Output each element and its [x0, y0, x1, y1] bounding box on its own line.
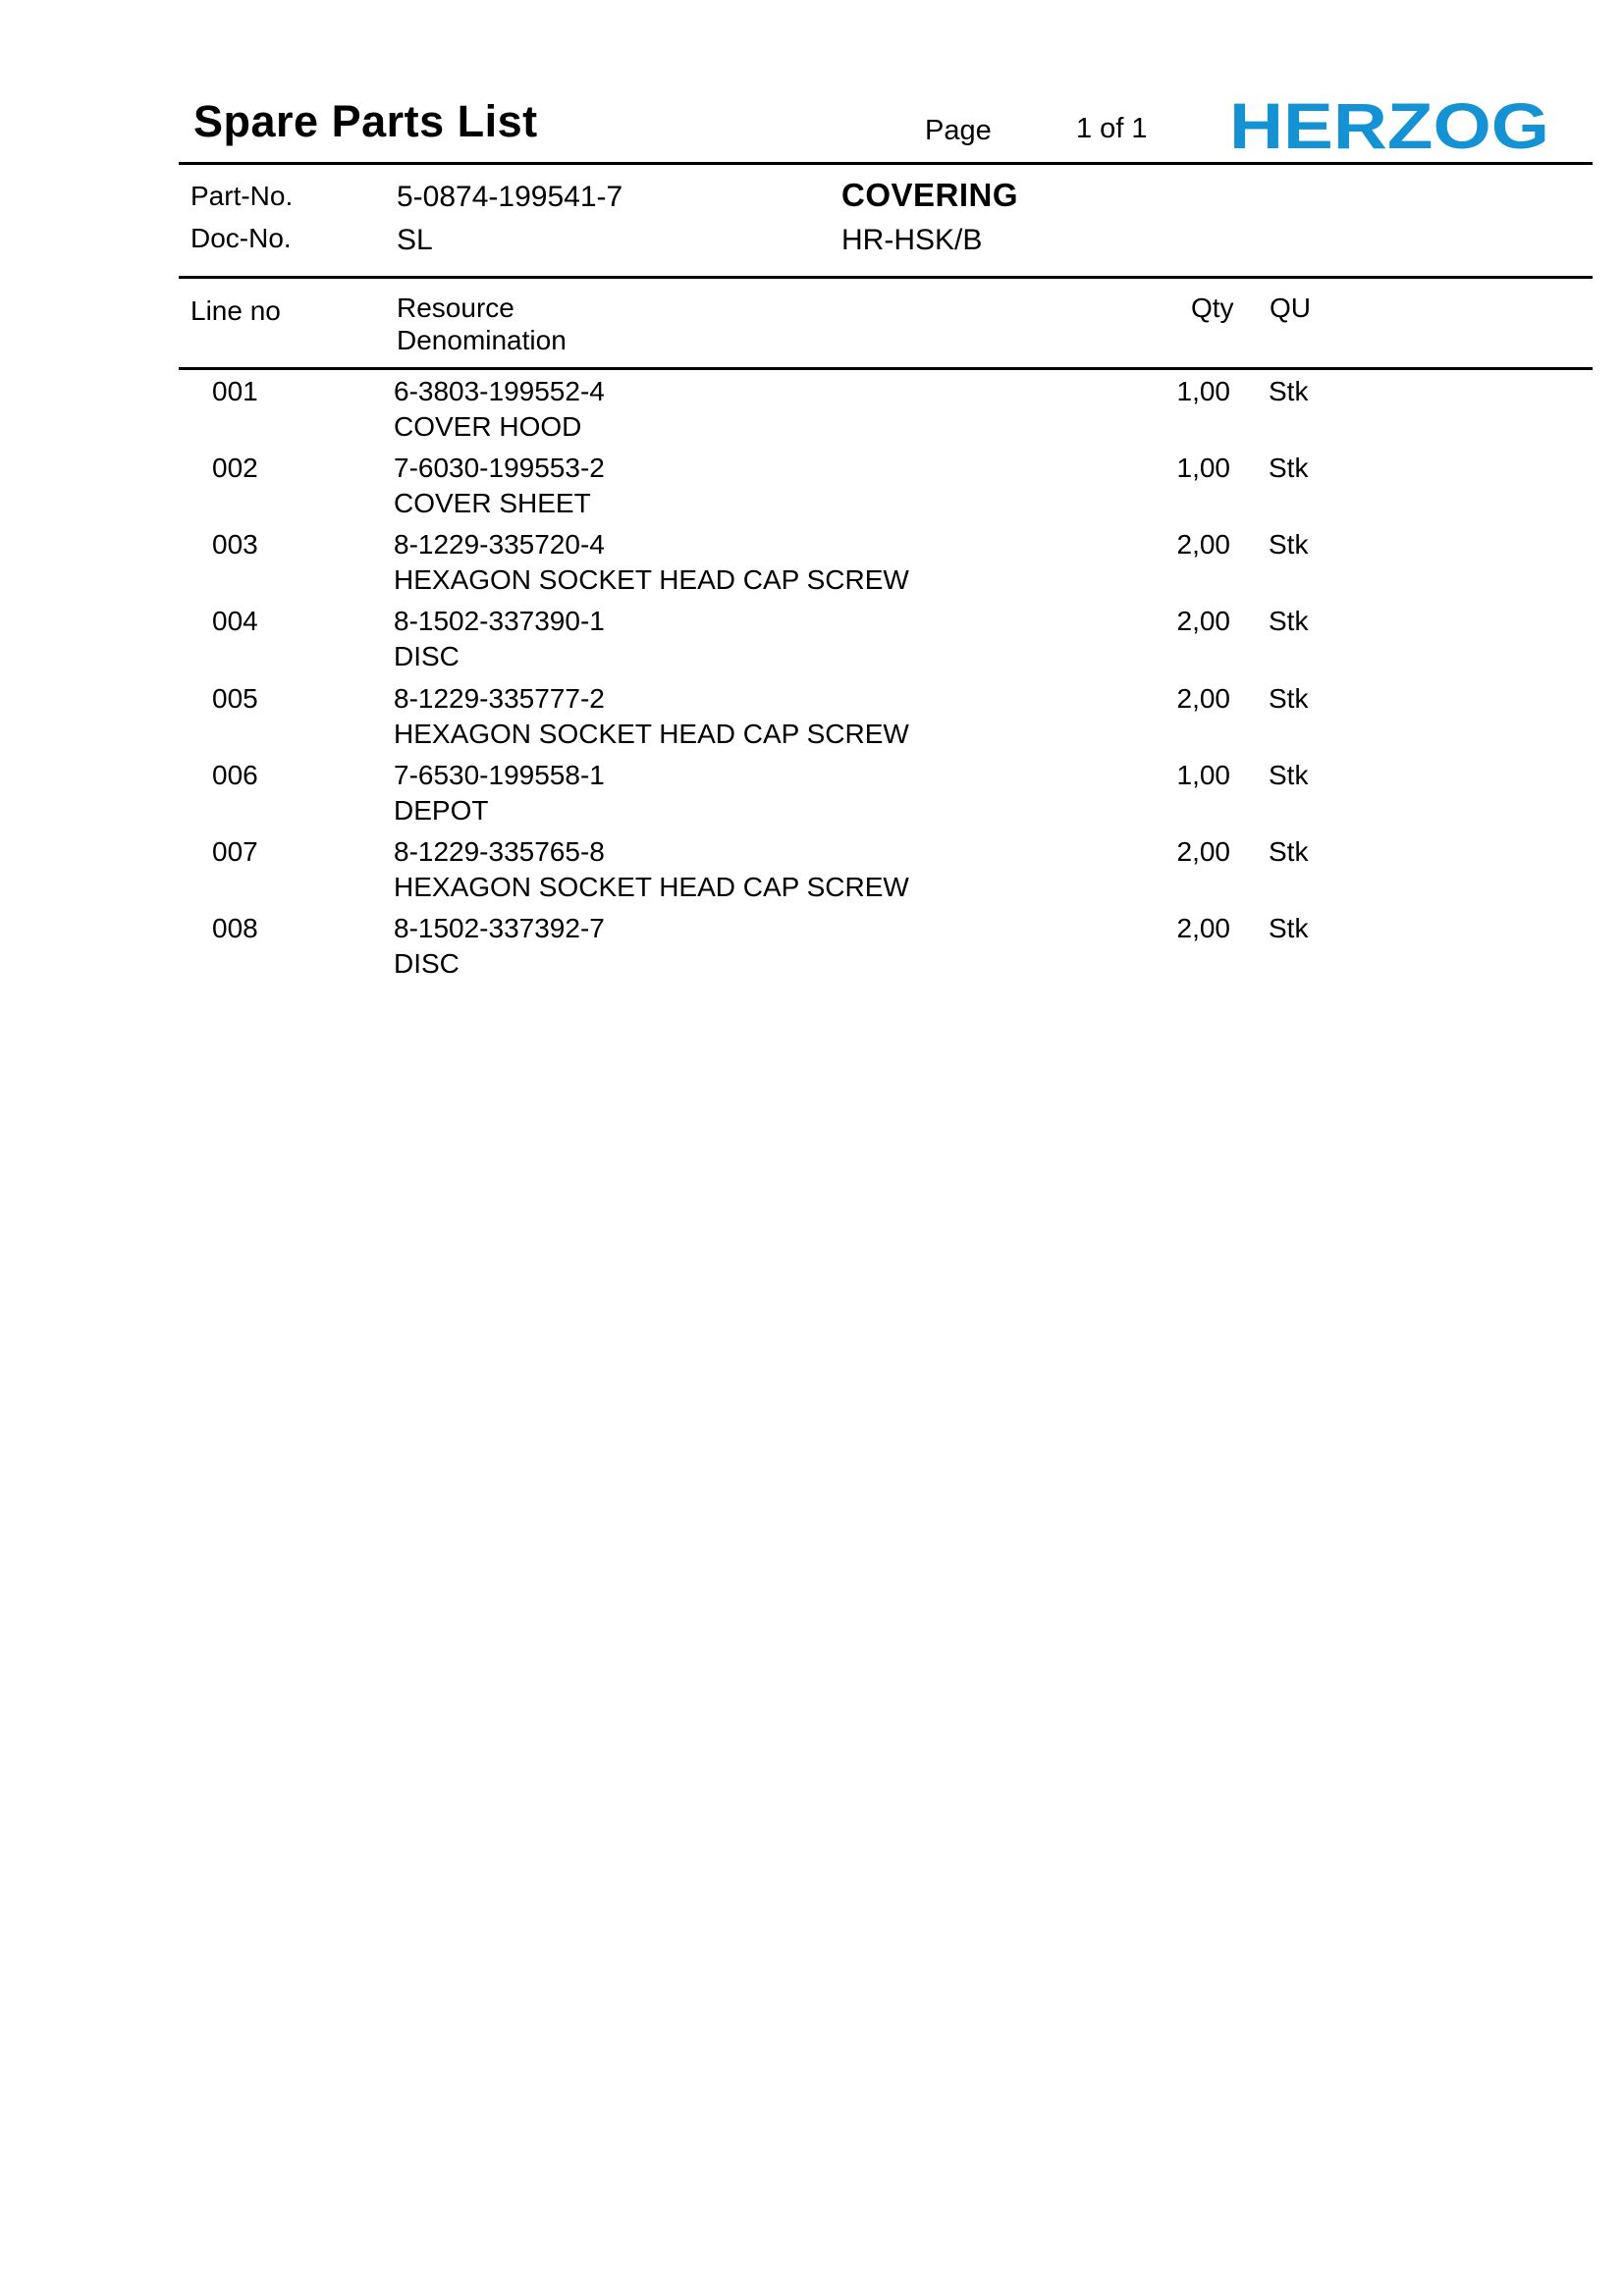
line-number: 002: [212, 453, 258, 483]
denomination: HEXAGON SOCKET HEAD CAP SCREW: [394, 872, 909, 902]
denomination: DISC: [394, 641, 460, 671]
part-no-value: 5-0874-199541-7: [397, 181, 623, 213]
resource-number: 7-6530-199558-1: [394, 760, 605, 790]
quantity-unit: Stk: [1269, 606, 1309, 636]
page-label: Page: [925, 115, 992, 146]
part-no-label: Part-No.: [190, 181, 294, 211]
denomination: HEXAGON SOCKET HEAD CAP SCREW: [394, 564, 909, 595]
herzog-logo: [1229, 94, 1551, 155]
resource-number: 8-1229-335720-4: [394, 529, 605, 560]
column-header-qty: Qty: [1191, 293, 1234, 323]
document-code: HR-HSK/B: [841, 224, 983, 256]
quantity-unit: Stk: [1269, 529, 1309, 560]
resource-number: 8-1502-337392-7: [394, 913, 605, 943]
quantity-unit: Stk: [1269, 453, 1309, 483]
quantity: 2,00: [1176, 913, 1230, 943]
denomination: DISC: [394, 948, 460, 979]
quantity: 2,00: [1176, 836, 1230, 867]
header-rule: [179, 162, 1593, 165]
quantity: 1,00: [1176, 760, 1230, 790]
denomination: COVER SHEET: [394, 488, 591, 518]
column-header-qu: QU: [1270, 293, 1311, 323]
quantity-unit: Stk: [1269, 683, 1309, 714]
line-number: 006: [212, 760, 258, 790]
quantity: 2,00: [1176, 529, 1230, 560]
denomination: DEPOT: [394, 795, 489, 826]
page-title: Spare Parts List: [193, 96, 538, 146]
line-number: 001: [212, 376, 258, 406]
quantity: 1,00: [1176, 453, 1230, 483]
quantity-unit: Stk: [1269, 913, 1309, 943]
quantity: 2,00: [1176, 683, 1230, 714]
line-number: 003: [212, 529, 258, 560]
quantity-unit: Stk: [1269, 376, 1309, 406]
resource-number: 8-1229-335765-8: [394, 836, 605, 867]
quantity: 2,00: [1176, 606, 1230, 636]
doc-no-label: Doc-No.: [190, 223, 292, 253]
resource-number: 8-1229-335777-2: [394, 683, 605, 714]
doc-no-value: SL: [397, 224, 433, 256]
denomination: HEXAGON SOCKET HEAD CAP SCREW: [394, 719, 909, 749]
page-number: 1 of 1: [1076, 113, 1148, 144]
quantity-unit: Stk: [1269, 836, 1309, 867]
line-number: 007: [212, 836, 258, 867]
line-number: 005: [212, 683, 258, 714]
resource-number: 8-1502-337390-1: [394, 606, 605, 636]
line-number: 004: [212, 606, 258, 636]
resource-number: 6-3803-199552-4: [394, 376, 605, 406]
column-header-line-no: Line no: [190, 295, 281, 326]
quantity: 1,00: [1176, 376, 1230, 406]
quantity-unit: Stk: [1269, 760, 1309, 790]
document-title: COVERING: [841, 177, 1019, 213]
info-rule: [179, 276, 1593, 279]
resource-number: 7-6030-199553-2: [394, 453, 605, 483]
column-header-denomination: Denomination: [397, 325, 567, 355]
line-number: 008: [212, 913, 258, 943]
denomination: COVER HOOD: [394, 411, 582, 442]
brand-name: HERZOG: [1229, 94, 1549, 155]
column-header-resource: Resource: [397, 293, 514, 323]
column-header-rule: [179, 367, 1593, 370]
